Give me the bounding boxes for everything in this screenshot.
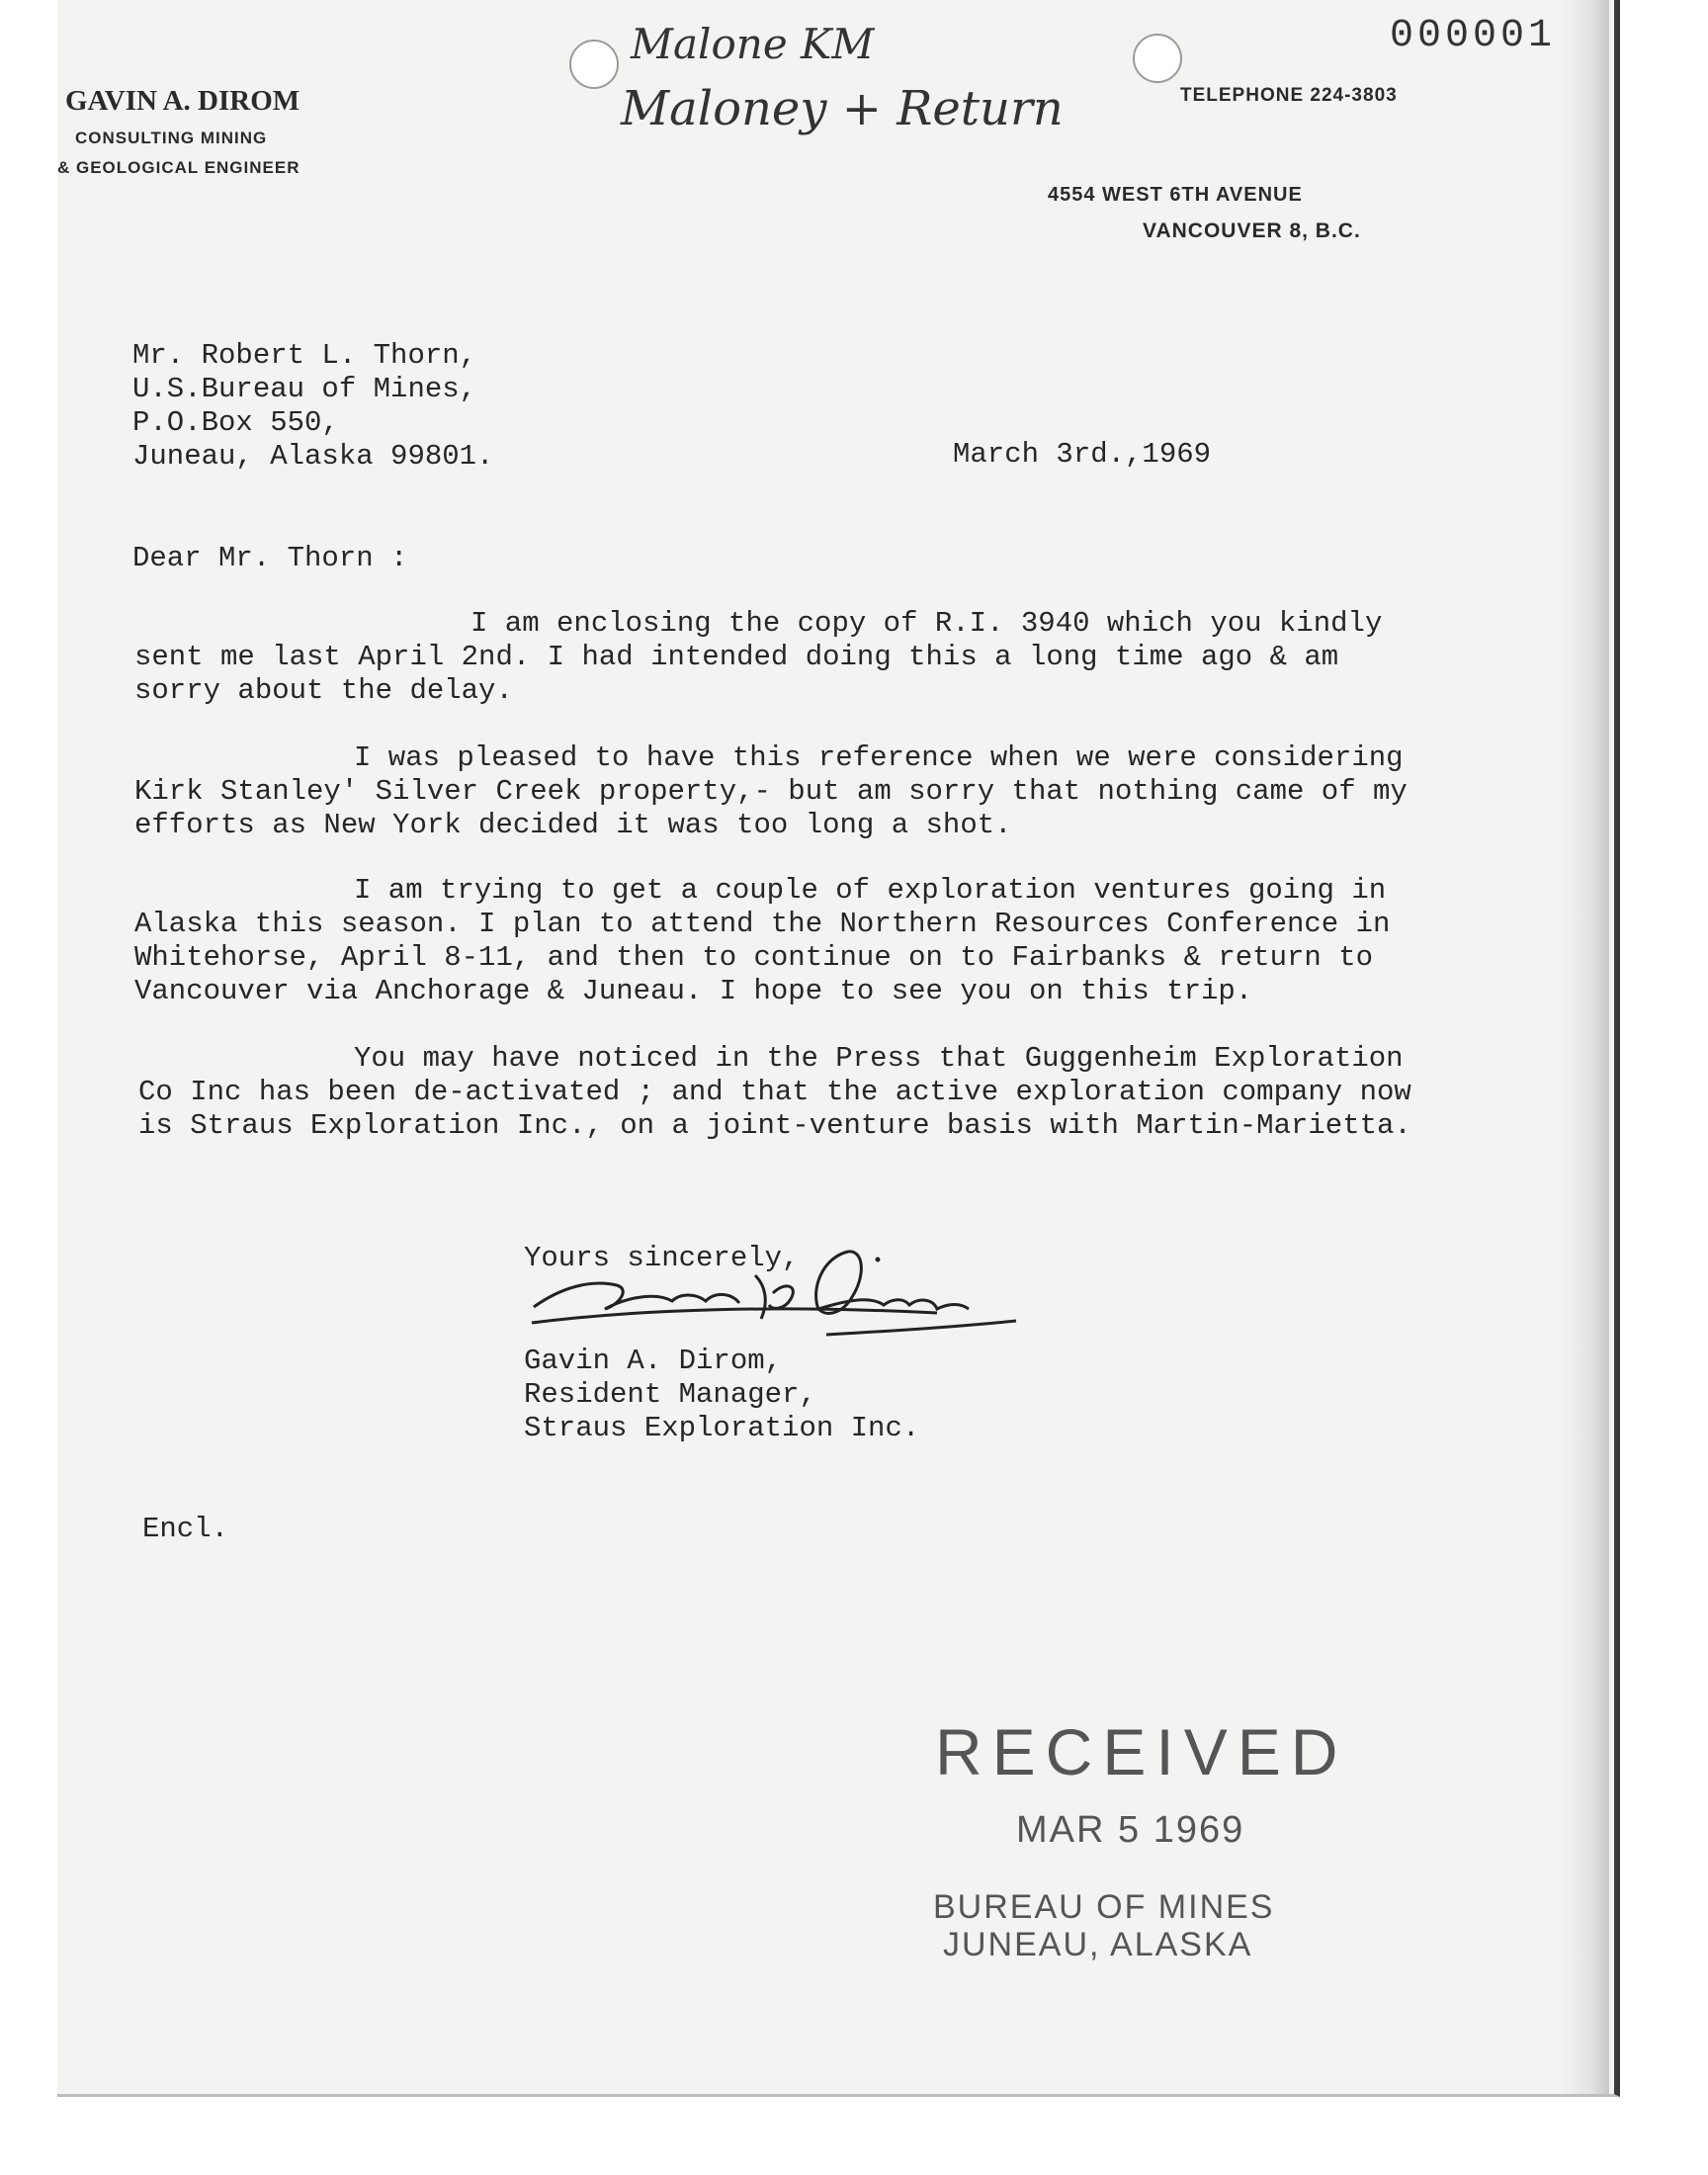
letterhead-address2: VANCOUVER 8, B.C. (1143, 219, 1361, 242)
stamp-date: MAR 5 1969 (1016, 1809, 1245, 1851)
handwritten-signature (522, 1236, 1056, 1345)
body-line: is Straus Exploration Inc., on a joint-venture basis with Martin-Marietta. (138, 1109, 1411, 1142)
body-line: Vancouver via Anchorage & Juneau. I hope to see you on this trip. (134, 975, 1253, 1007)
letterhead-telephone: TELEPHONE 224-3803 (1180, 85, 1398, 106)
handwritten-note-line2: Maloney + Return (621, 81, 1064, 136)
enclosure-note: Encl. (142, 1513, 229, 1545)
body-line: sent me last April 2nd. I had intended doing this a long time ago & am (134, 641, 1339, 673)
letterhead-name: GAVIN A. DIROM (65, 85, 300, 117)
letterhead-address1: 4554 WEST 6TH AVENUE (1048, 184, 1303, 206)
body-line: Alaska this season. I plan to attend the Northern Resources Conference in (134, 908, 1391, 940)
body-line: sorry about the delay. (134, 674, 513, 707)
punch-hole-right (1133, 34, 1182, 83)
signer-title: Resident Manager, (524, 1378, 816, 1411)
body-line: Whitehorse, April 8-11, and then to continue on to Fairbanks & return to (134, 941, 1374, 974)
body-line: efforts as New York decided it was too long a shot. (134, 809, 1012, 841)
signer-name: Gavin A. Dirom, (524, 1345, 783, 1377)
document-number: 000001 (1390, 14, 1557, 58)
stamp-line1: BUREAU OF MINES (933, 1888, 1275, 1926)
body-line: You may have noticed in the Press that Guggenheim Exploration (354, 1042, 1404, 1075)
recipient-line: U.S.Bureau of Mines, (132, 373, 477, 405)
letter-date: March 3rd.,1969 (953, 438, 1212, 471)
recipient-line: Mr. Robert L. Thorn, (132, 339, 477, 372)
body-line: Co Inc has been de-activated ; and that the active exploration company now (138, 1076, 1411, 1108)
recipient-line: Juneau, Alaska 99801. (132, 440, 494, 473)
body-line: I am trying to get a couple of exploration ventures going in (354, 874, 1387, 907)
body-line: I am enclosing the copy of R.I. 3940 which you kindly (470, 607, 1383, 640)
punch-hole-left (569, 40, 619, 89)
recipient-line: P.O.Box 550, (132, 406, 339, 439)
body-line: I was pleased to have this reference when we were considering (354, 741, 1404, 774)
handwritten-note-line1: Malone KM (631, 20, 875, 68)
salutation: Dear Mr. Thorn : (132, 542, 408, 574)
stamp-line2: JUNEAU, ALASKA (943, 1926, 1253, 1963)
letterhead-line2: & GEOLOGICAL ENGINEER (57, 158, 300, 177)
letter-page (57, 0, 1620, 2097)
body-line: Kirk Stanley' Silver Creek property,- but am sorry that nothing came of my (134, 775, 1408, 808)
letterhead-line1: CONSULTING MINING (75, 129, 268, 147)
stamp-received-word: RECEIVED (935, 1715, 1348, 1788)
valediction: Yours sincerely, (524, 1242, 800, 1274)
signer-company: Straus Exploration Inc. (524, 1412, 920, 1444)
